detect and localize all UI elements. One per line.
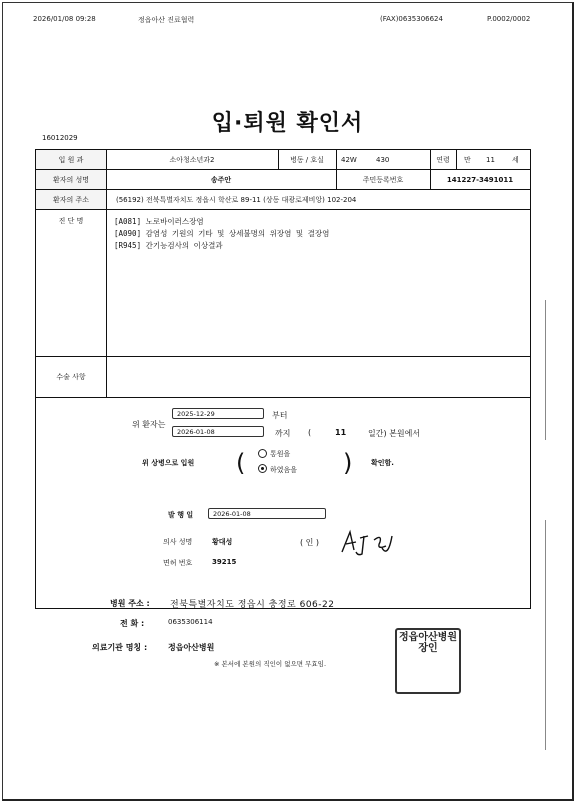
days-open-paren: ( bbox=[308, 428, 312, 437]
hospital-tel-label: 전 화 : bbox=[120, 619, 145, 628]
surgery-label: 수술 사항 bbox=[36, 357, 107, 397]
to-date-field: 2026-01-08 bbox=[172, 426, 264, 437]
issue-date-field: 2026-01-08 bbox=[208, 508, 326, 519]
diag-label: 진 단 명 bbox=[36, 210, 107, 356]
doctor-name: 황대성 bbox=[212, 538, 233, 546]
patient-address: (56192) 전북특별자치도 정읍시 학산로 89-11 (상동 대광로제비앙) 102-204 bbox=[116, 195, 357, 204]
days-count: 11 bbox=[335, 428, 347, 437]
row-diagnosis bbox=[36, 210, 530, 357]
diagnosis-item: [A090] 감염성 기원의 기타 및 상세불명의 위장염 및 결장염 bbox=[114, 229, 330, 238]
paren-close: ) bbox=[343, 449, 353, 477]
option-outpatient-label: 통원을 bbox=[270, 450, 291, 458]
confirm-text: 확인함. bbox=[371, 459, 394, 467]
fax-page: P.0002/0002 bbox=[487, 15, 531, 23]
dept-value: 소아청소년과2 bbox=[169, 155, 215, 164]
fax-datetime: 2026/01/08 09:28 bbox=[33, 15, 96, 23]
validity-note: ※ 본서에 본원의 직인이 없으면 무효임. bbox=[214, 660, 327, 668]
rrn-label: 주민등록번호 bbox=[362, 175, 404, 184]
option-admitted-label: 하였음을 bbox=[270, 466, 298, 474]
age-value: 11 bbox=[486, 155, 495, 164]
scan-edge-mark bbox=[545, 300, 546, 440]
dept-label: 입 원 과 bbox=[36, 150, 107, 169]
admission-lead: 위 환자는 bbox=[132, 420, 166, 429]
row-surgery bbox=[36, 357, 530, 398]
seal-mark: ( 인 ) bbox=[300, 538, 320, 547]
from-suffix: 부터 bbox=[272, 411, 288, 420]
seal-text: 정읍아산병원장인 bbox=[399, 632, 457, 654]
row-department bbox=[36, 150, 530, 170]
diagnosis-item: [R945] 간기능검사의 이상결과 bbox=[114, 241, 223, 250]
addr-label: 환자의 주소 bbox=[36, 190, 107, 209]
hospital-address: 전북특별자치도 정읍시 충정로 606-22 bbox=[170, 600, 335, 610]
name-label: 환자의 성명 bbox=[36, 170, 107, 189]
row-address bbox=[36, 190, 530, 210]
age-prefix: 만 bbox=[464, 155, 471, 164]
row-name bbox=[36, 170, 530, 190]
license-label: 면허 번호 bbox=[163, 559, 193, 567]
age-label: 연령 bbox=[436, 155, 450, 164]
radio-admitted bbox=[258, 464, 267, 473]
document-title: 입·퇴원 확인서 bbox=[211, 111, 364, 136]
hospital-addr-label: 병원 주소 : bbox=[110, 599, 150, 608]
issue-date-label: 발 행 일 bbox=[168, 511, 194, 519]
diagnosis-item: [A081] 노로바이러스장염 bbox=[114, 217, 204, 226]
radio-outpatient bbox=[258, 449, 267, 458]
age-unit: 세 bbox=[512, 155, 519, 164]
hospital-tel: 0635306114 bbox=[168, 618, 213, 626]
scan-edge-mark bbox=[545, 520, 546, 750]
to-suffix: 까지 bbox=[275, 429, 291, 438]
ward-value: 42W bbox=[341, 155, 357, 164]
fax-sender: 정읍아산 진료협력 bbox=[138, 16, 195, 24]
days-suffix: 일간) 본원에서 bbox=[368, 429, 421, 438]
hospital-seal-stamp bbox=[395, 628, 461, 694]
hospital-name-label: 의료기관 명칭 : bbox=[92, 643, 148, 652]
hospital-name: 정읍아산병원 bbox=[168, 643, 215, 652]
info-table bbox=[35, 149, 531, 609]
paren-open: ( bbox=[236, 449, 246, 477]
license-number: 39215 bbox=[212, 558, 237, 566]
rrn-value: 141227-3491011 bbox=[446, 175, 514, 184]
patient-name: 송주안 bbox=[210, 175, 232, 184]
cause-label: 위 상병으로 입원 bbox=[142, 459, 195, 467]
ward-label: 병동 / 호실 bbox=[290, 155, 324, 164]
signature-image bbox=[338, 528, 398, 558]
document-number: 16012029 bbox=[42, 134, 78, 142]
room-value: 430 bbox=[376, 155, 390, 164]
from-date-field: 2025-12-29 bbox=[172, 408, 264, 419]
doctor-label: 의사 성명 bbox=[163, 538, 193, 546]
fax-number: (FAX)0635306624 bbox=[380, 15, 443, 23]
